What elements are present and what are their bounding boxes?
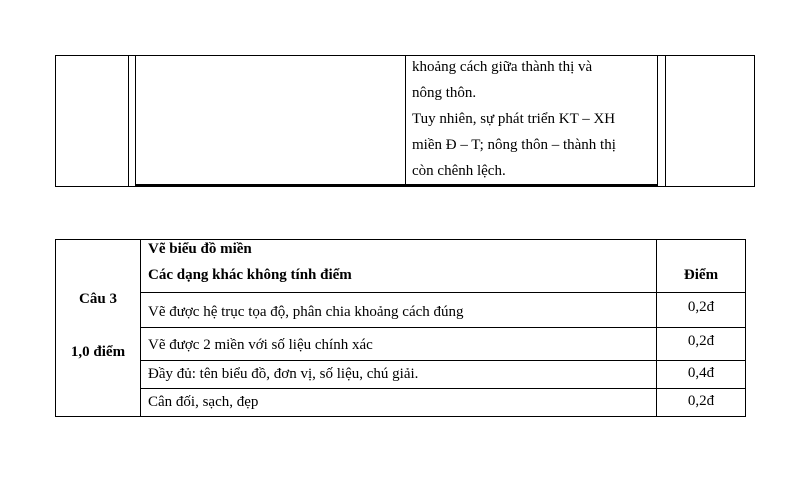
top-table-divider <box>405 55 406 187</box>
criterion-score: 0,2đ <box>687 393 715 409</box>
answer-line: Tuy nhiên, sự phát triển KT – XH <box>412 111 616 127</box>
top-table-divider <box>128 55 129 187</box>
table-right-border <box>745 239 746 417</box>
criterion-text: Cân đối, sạch, đẹp <box>148 394 259 410</box>
answer-line: miền Đ – T; nông thôn – thành thị <box>412 137 616 153</box>
criterion-score: 0,4đ <box>687 365 715 381</box>
answer-line: còn chênh lệch. <box>412 163 506 179</box>
header-note: Các dạng khác không tính điểm <box>148 267 352 283</box>
answer-cell <box>412 54 657 184</box>
top-table-divider <box>657 55 658 187</box>
top-table-divider <box>135 55 136 187</box>
criterion-text: Vẽ được 2 miền với số liệu chính xác <box>148 337 373 353</box>
top-table-right-border <box>754 55 755 187</box>
answer-line: nông thôn. <box>412 85 477 101</box>
answer-line: khoảng cách giữa thành thị và <box>412 59 593 75</box>
criterion-text: Vẽ được hệ trục tọa độ, phân chia khoảng cách đúng <box>148 304 464 320</box>
question-label: Câu 3 <box>79 291 117 307</box>
score-header: Điểm <box>683 267 719 283</box>
header-title: Vẽ biểu đồ miền <box>148 241 252 257</box>
table-left-border <box>55 239 56 417</box>
top-table-inner-bottom-border <box>135 184 657 186</box>
criterion-text: Đầy đủ: tên biểu đồ, đơn vị, số liệu, chú giải. <box>148 366 419 382</box>
question-points: 1,0 điểm <box>70 344 126 360</box>
table-bottom-border <box>55 416 746 417</box>
criterion-score: 0,2đ <box>687 333 715 349</box>
top-table-left-border <box>55 55 56 187</box>
criterion-score: 0,2đ <box>687 299 715 315</box>
top-table-divider <box>665 55 666 187</box>
column-divider <box>140 239 141 417</box>
